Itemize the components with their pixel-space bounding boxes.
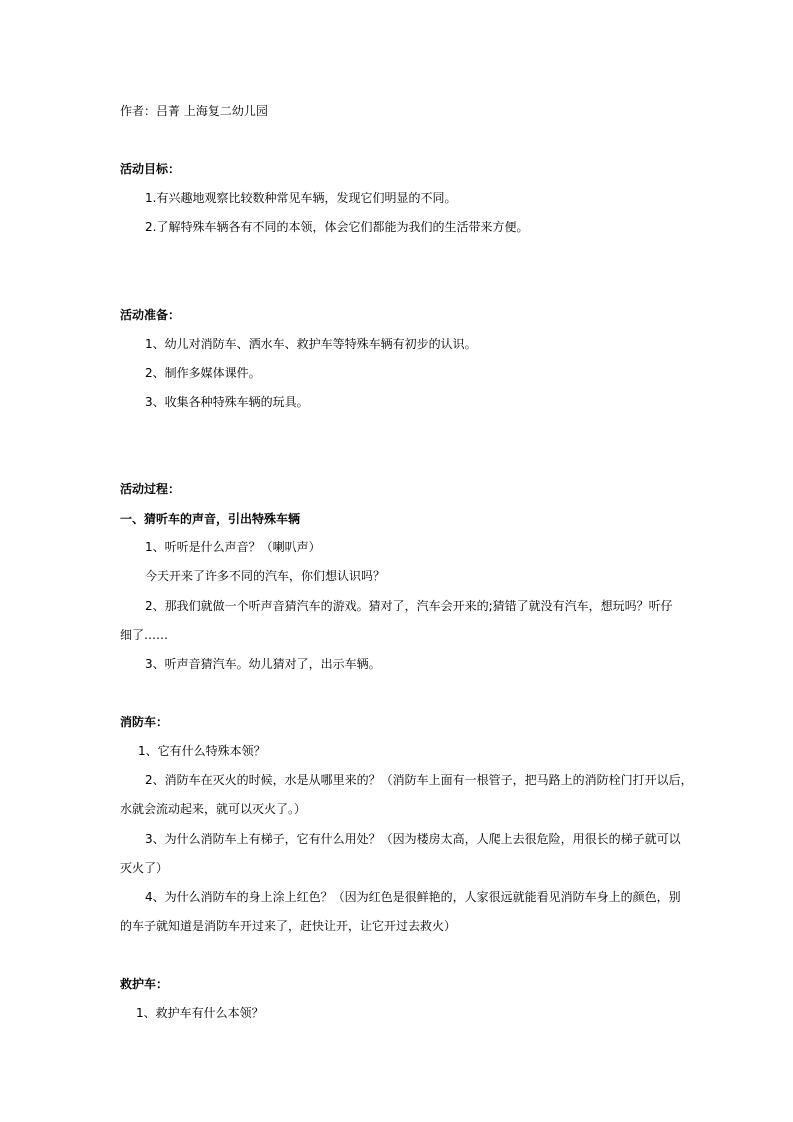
firetruck-line: 灭火了） [120, 861, 169, 875]
goal-item: 2.了解特殊车辆各有不同的本领，体会它们都能为我们的生活带来方便。 [145, 220, 529, 234]
firetruck-line: 3、为什么消防车上有梯子，它有什么用处？（因为楼房太高，人爬上去很危险，用很长的梯子就可以 [145, 832, 681, 846]
process-line: 2、那我们就做一个听声音猜汽车的游戏。猜对了，汽车会开来的;猜错了就没有汽车，想玩吗？听仔 [145, 599, 673, 613]
author-line: 作者：吕菁 上海复二幼儿园 [120, 104, 268, 118]
firetruck-line: 4、为什么消防车的身上涂上红色？（因为红色是很鲜艳的，人家很远就能看见消防车身上的颜色，别 [145, 890, 681, 904]
goals-heading: 活动目标： [120, 162, 181, 176]
firetruck-line: 的车子就知道是消防车开过来了，赶快让开，让它开过去救火） [120, 919, 457, 933]
process-heading: 活动过程： [120, 482, 181, 496]
process-line: 细了…… [120, 628, 169, 642]
prep-item: 1、幼儿对消防车、洒水车、救护车等特殊车辆有初步的认识。 [145, 337, 477, 351]
prep-item: 3、收集各种特殊车辆的玩具。 [145, 395, 309, 409]
firetruck-line: 2、消防车在灭火的时候，水是从哪里来的？（消防车上面有一根管子，把马路上的消防栓门打开以后， [145, 773, 693, 787]
section-title: 一、猜听车的声音，引出特殊车辆 [120, 512, 301, 526]
ambulance-heading: 救护车： [120, 977, 169, 991]
process-line: 3、听声音猜汽车。幼儿猜对了，出示车辆。 [145, 657, 381, 671]
process-line: 1、听听是什么声音？（喇叭声） [145, 540, 321, 554]
firetruck-line: 1、它有什么特殊本领？ [138, 744, 266, 758]
prep-heading: 活动准备： [120, 308, 181, 322]
process-line: 今天开来了许多不同的汽车，你们想认识吗？ [145, 569, 386, 583]
goal-item: 1.有兴趣地观察比较数种常见车辆，发现它们明显的不同。 [145, 191, 457, 205]
firetruck-line: 水就会流动起来，就可以灭火了。） [120, 802, 307, 816]
firetruck-heading: 消防车： [120, 715, 169, 729]
prep-item: 2、制作多媒体课件。 [145, 366, 261, 380]
ambulance-line: 1、救护车有什么本领？ [136, 1006, 264, 1020]
